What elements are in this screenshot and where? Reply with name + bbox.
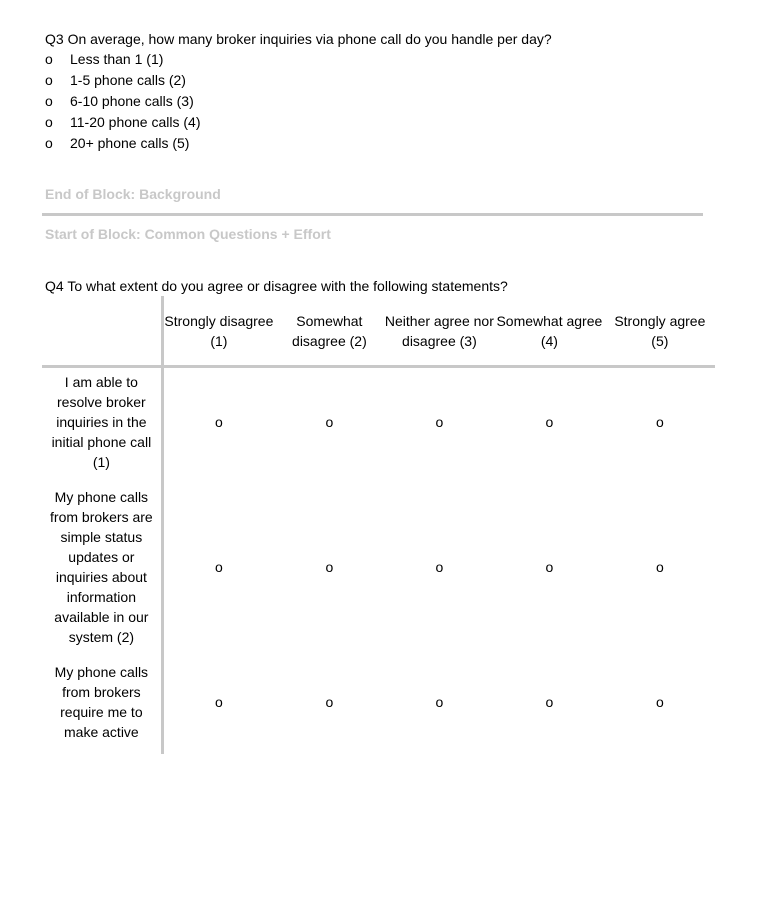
- option-label: Less than 1 (1): [70, 51, 164, 67]
- radio-bullet-icon[interactable]: o: [45, 51, 53, 67]
- radio-option[interactable]: [605, 655, 715, 754]
- option-label: 20+ phone calls (5): [70, 135, 190, 151]
- column-header: Strongly agree (5): [605, 296, 715, 367]
- radio-option[interactable]: [274, 655, 385, 754]
- radio-option[interactable]: [385, 655, 494, 754]
- radio-bullet-icon[interactable]: o: [435, 694, 444, 710]
- radio-bullet-icon[interactable]: o: [215, 694, 223, 710]
- matrix-row: [42, 367, 715, 481]
- q3-option[interactable]: [45, 49, 163, 70]
- radio-bullet-icon[interactable]: o: [45, 135, 53, 151]
- radio-bullet-icon[interactable]: o: [545, 694, 554, 710]
- radio-bullet-icon[interactable]: o: [325, 694, 334, 710]
- radio-bullet-icon[interactable]: o: [655, 694, 664, 710]
- q3-question: Q3 On average, how many broker inquiries via phone call do you handle per day?: [45, 31, 552, 47]
- radio-bullet-icon[interactable]: o: [435, 559, 444, 575]
- corner-cell: [42, 296, 162, 367]
- q3-option[interactable]: [45, 133, 189, 154]
- radio-option[interactable]: [494, 655, 605, 754]
- radio-option[interactable]: [494, 367, 605, 481]
- radio-bullet-icon[interactable]: o: [325, 559, 334, 575]
- option-label: 1-5 phone calls (2): [70, 72, 186, 88]
- radio-option[interactable]: [274, 480, 385, 655]
- column-header: Somewhat agree (4): [494, 296, 605, 367]
- radio-option[interactable]: [605, 480, 715, 655]
- radio-bullet-icon[interactable]: o: [45, 93, 53, 109]
- radio-bullet-icon[interactable]: o: [45, 114, 53, 130]
- q3-option[interactable]: [45, 112, 200, 133]
- column-header: Somewhat disagree (2): [274, 296, 385, 367]
- start-of-block-label: Start of Block: Common Questions + Effort: [45, 226, 331, 242]
- matrix-row: [42, 480, 715, 655]
- radio-option[interactable]: [162, 480, 274, 655]
- end-of-block-label: End of Block: Background: [45, 186, 221, 202]
- radio-option[interactable]: [494, 480, 605, 655]
- row-label: My phone calls from brokers are simple status updates or inquiries about information available in our system (2): [42, 480, 162, 655]
- radio-bullet-icon[interactable]: o: [545, 559, 554, 575]
- q3-option[interactable]: [45, 91, 194, 112]
- row-label: I am able to resolve broker inquiries in the initial phone call (1): [42, 367, 162, 481]
- matrix-row: [42, 655, 715, 754]
- column-header: Strongly disagree (1): [162, 296, 274, 367]
- radio-option[interactable]: [385, 367, 494, 481]
- radio-bullet-icon[interactable]: o: [655, 559, 664, 575]
- radio-bullet-icon[interactable]: o: [325, 414, 334, 430]
- radio-option[interactable]: [385, 480, 494, 655]
- radio-option[interactable]: [162, 367, 274, 481]
- option-label: 6-10 phone calls (3): [70, 93, 194, 109]
- option-label: 11-20 phone calls (4): [70, 114, 201, 130]
- radio-bullet-icon[interactable]: o: [215, 414, 223, 430]
- radio-bullet-icon[interactable]: o: [545, 414, 554, 430]
- block-divider: [42, 213, 703, 216]
- radio-bullet-icon[interactable]: o: [45, 72, 53, 88]
- q4-matrix: [42, 296, 715, 754]
- radio-option[interactable]: [274, 367, 385, 481]
- q4-question: Q4 To what extent do you agree or disagree with the following statements?: [45, 278, 508, 294]
- column-header: Neither agree nor disagree (3): [385, 296, 494, 367]
- radio-bullet-icon[interactable]: o: [435, 414, 444, 430]
- radio-option[interactable]: [605, 367, 715, 481]
- q3-option[interactable]: [45, 70, 186, 91]
- radio-bullet-icon[interactable]: o: [215, 559, 223, 575]
- radio-option[interactable]: [162, 655, 274, 754]
- row-label: My phone calls from brokers require me to make active: [42, 655, 162, 754]
- radio-bullet-icon[interactable]: o: [655, 414, 664, 430]
